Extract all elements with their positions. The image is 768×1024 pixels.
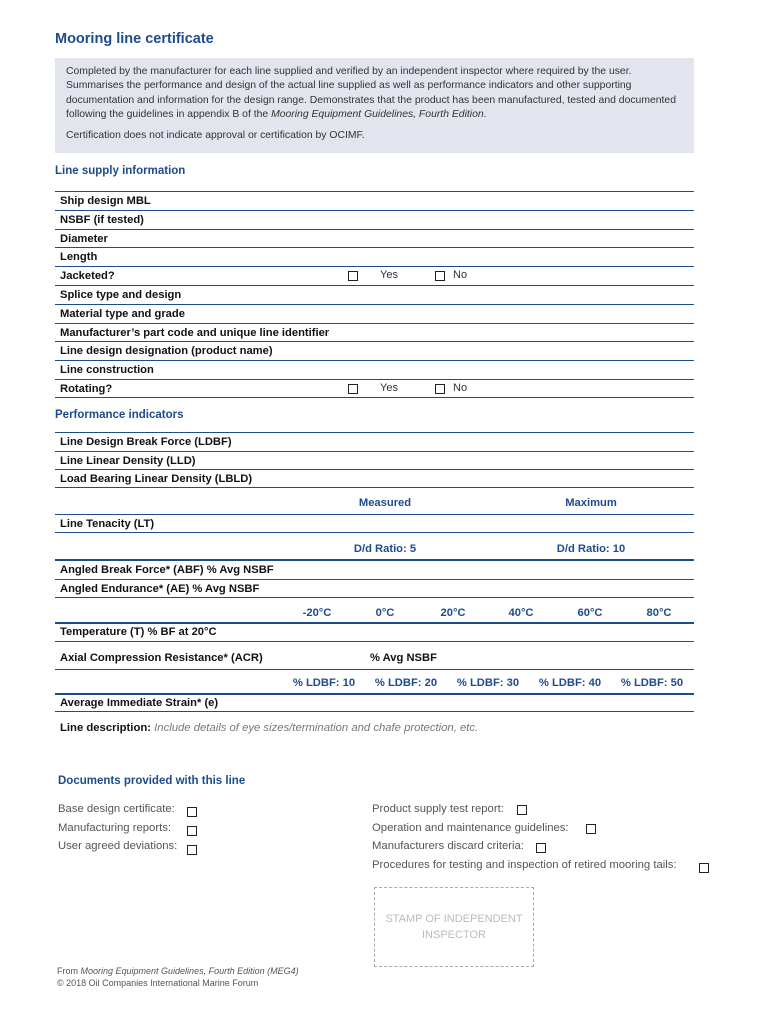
table-row[interactable] [55,579,694,598]
temperature-table [55,623,694,642]
doc-label: Manufacturers discard criteria: [372,840,524,852]
line-description-label: Line description: [60,722,152,734]
table-row[interactable] [55,341,694,360]
row-label: Line Design Break Force (LDBF) [60,436,232,448]
doc-label: Product supply test report: [372,803,504,815]
intro-paragraph [66,65,683,122]
doc-label: Base design certificate: [58,803,175,815]
temp-header: 40°C [508,607,534,619]
row-label: Manufacturer’s part code and unique line identifier [60,326,330,339]
row-label: Ship design MBL [60,195,151,207]
line-description-hint: Include details of eye sizes/termination and chafe protection, etc. [154,722,479,734]
row-label: Load Bearing Linear Density (LBLD) [60,472,253,485]
ldbf-header: % LDBF: 20 [374,677,438,689]
row-label: Length [60,251,98,263]
table-row[interactable] [55,623,694,642]
footer-source [57,965,299,977]
jacketed-yes-label: Yes [380,269,398,281]
rotating-no-label: No [453,382,468,394]
temp-header: 20°C [440,607,466,619]
row-label: Line construction [60,364,154,376]
line-supply-table [55,191,694,398]
row-label: Material type and grade [60,308,185,320]
strain-table [55,694,694,712]
table-row[interactable] [55,285,694,304]
row-label: Rotating? [60,382,113,395]
table-row[interactable] [55,229,694,247]
temp-header: 60°C [577,607,603,619]
dd-ratio-5-header: D/d Ratio: 5 [353,543,417,555]
footer-publication: Mooring Equipment Guidelines, Fourth Edition (MEG4) [80,966,299,976]
discard-criteria-checkbox[interactable] [536,843,546,853]
tenacity-table [55,514,694,533]
user-agreed-deviations-checkbox[interactable] [187,845,197,855]
rotating-no-checkbox[interactable] [435,384,445,394]
row-label: NSBF (if tested) [60,214,144,226]
table-row[interactable] [55,469,694,488]
inspector-stamp-box[interactable]: STAMP OF INDEPENDENT INSPECTOR [374,887,534,967]
operation-maintenance-guidelines-checkbox[interactable] [586,824,596,834]
table-row[interactable] [55,514,694,533]
product-supply-test-report-checkbox[interactable] [517,805,527,815]
rotating-yes-checkbox[interactable] [348,384,358,394]
table-row[interactable] [55,451,694,469]
intro-publication: Mooring Equipment Guidelines, Fourth Edition [271,108,484,120]
ldbf-header: % LDBF: 30 [456,677,520,689]
intro-end: . [483,108,487,120]
row-label: Line Linear Density (LLD) [60,454,196,467]
table-row[interactable] [55,210,694,229]
temp-header: 80°C [646,607,672,619]
row-label: Temperature (T) % BF at 20°C [60,626,217,638]
jacketed-yes-checkbox[interactable] [348,271,358,281]
divider [55,669,694,670]
table-row[interactable] [55,247,694,266]
row-label: Line Tenacity (LT) [60,517,155,530]
temp-header: -20°C [302,607,332,619]
jacketed-no-label: No [453,269,468,281]
base-design-certificate-checkbox[interactable] [187,807,197,817]
table-row[interactable] [55,304,694,323]
performance-heading: Performance indicators [55,409,184,421]
intro-disclaimer: Certification does not indicate approval or certification by OCIMF. [66,130,365,142]
temp-header: 0°C [375,607,395,619]
doc-label: User agreed deviations: [58,840,178,852]
table-row-jacketed [55,266,694,285]
line-supply-heading: Line supply information [55,165,186,177]
row-label: Jacketed? [60,270,115,282]
footer [57,965,299,989]
documents-heading: Documents provided with this line [58,775,246,787]
jacketed-no-checkbox[interactable] [435,271,445,281]
ldbf-header: % LDBF: 50 [620,677,684,689]
doc-label: Procedures for testing and inspection of retired mooring tails: [372,859,677,871]
doc-label: Operation and maintenance guidelines: [372,822,569,834]
table-row[interactable] [55,694,694,712]
dd-ratio-10-header: D/d Ratio: 10 [556,543,626,555]
row-label: Line design designation (product name) [60,345,273,357]
row-label: Axial Compression Resistance* (ACR) [60,652,263,664]
table-row[interactable] [55,432,694,451]
row-label: Average Immediate Strain* (e) [60,696,219,709]
row-label: Angled Endurance* (AE) % Avg NSBF [60,582,260,595]
footer-from: From [57,966,81,976]
table-row[interactable] [55,560,694,579]
ldbf-header: % LDBF: 40 [538,677,602,689]
table-row[interactable] [55,191,694,210]
line-description[interactable] [60,722,478,734]
page-title: Mooring line certificate [55,31,214,47]
retired-tails-procedures-checkbox[interactable] [699,863,709,873]
rotating-yes-label: Yes [380,382,398,394]
measured-header: Measured [358,497,412,509]
doc-label: Manufacturing reports: [58,822,172,834]
table-row-rotating [55,379,694,398]
ldbf-header: % LDBF: 10 [292,677,356,689]
row-label: Angled Break Force* (ABF) % Avg NSBF [60,563,274,576]
row-label: Splice type and design [60,289,182,301]
footer-copyright: © 2018 Oil Companies International Marine Forum [57,978,259,988]
maximum-header: Maximum [565,497,617,509]
angled-table [55,560,694,598]
intro-text: Completed by the manufacturer for each line supplied and verified by an independent inspector where required by the user. Summarises the performance and design of the actual line supplied as well as performance indicators and other supporting documentation and information for the design range. Demonstrates that the product has been manufactured, tested and documented following the guidelines in appendix B of the [66,66,676,120]
intro-panel [55,58,694,153]
performance-table-top [55,432,694,488]
row-label: Diameter [60,232,108,245]
table-row[interactable] [55,323,694,341]
acr-unit: % Avg NSBF [370,652,437,664]
table-row[interactable] [55,360,694,379]
acr-row[interactable] [55,650,694,668]
manufacturing-reports-checkbox[interactable] [187,826,197,836]
